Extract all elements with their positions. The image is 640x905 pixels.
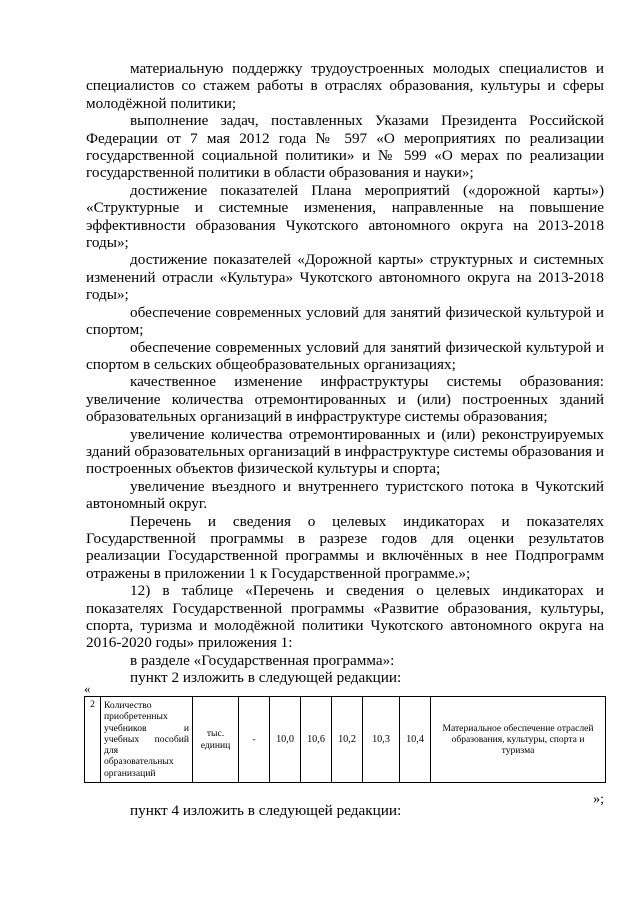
paragraph: качественное изменение инфраструктуры системы образования: увеличение количества отремонтированных и (или) построенных зданий образовательных организаций в инфраструктуре системы образования;: [86, 373, 604, 426]
year-value-cell: 10,0: [270, 697, 301, 783]
row-number: 2: [85, 697, 101, 783]
year-value-cell: 10,4: [400, 697, 431, 783]
paragraph: увеличение количества отремонтированных и (или) реконструируемых зданий образовательных организаций в инфраструктуре системы образования и построенных объектов физической культуры и спорта;: [86, 425, 604, 478]
paragraph: достижение показателей «Дорожной карты» структурных и системных изменений отрасли «Культура» Чукотского автономного округа на 2013-2018 годы»;: [86, 251, 604, 304]
paragraph: материальную поддержку трудоустроенных молодых специалистов и специалистов со стажем работы в отраслях образования, культуры и сферы молодёжной политики;: [86, 60, 604, 112]
paragraph: обеспечение современных условий для занятий физической культурой и спортом в сельских общеобразовательных организациях;: [86, 338, 604, 373]
point-line: пункт 2 изложить в следующей редакции:: [130, 669, 402, 687]
paragraph: Перечень и сведения о целевых индикаторах и показателях Государственной программы в разрезе годов для оценки результатов реализации Государственной программы и включённых в нее Подпрограмм отражены в приложении 1 к Государственной программе.»;: [86, 512, 604, 582]
indicator-table: [84, 696, 606, 783]
indicator-name: Количество приобретенных учебников и учебных пособий для образовательных организаций: [101, 697, 193, 783]
paragraph: 12) в таблице «Перечень и сведения о целевых индикаторах и показателях Государственной программы «Развитие образования, культуры, спорта, туризма и молодёжной политики Чукотского автономного округа на 2016-2020 годы» приложения 1:: [86, 582, 604, 652]
year-value-cell: 10,2: [332, 697, 363, 783]
paragraph: выполнение задач, поставленных Указами Президента Российской Федерации от 7 мая 2012 года № 597 «О мероприятиях по реализации государственной социальной политики» и № 599 «О мерах по реализации государственной политики в области образования и науки»;: [86, 112, 604, 182]
paragraph: увеличение въездного и внутреннего туристского потока в Чукотский автономный округ.: [86, 477, 604, 513]
year-value-cell: 10,6: [301, 697, 332, 783]
unit-cell: тыс. единиц: [193, 697, 239, 783]
result-cell: Материальное обеспечение отраслей образования, культуры, спорта и туризма: [431, 697, 606, 783]
opening-quote: «: [84, 681, 91, 696]
section-line: в разделе «Государственная программа»:: [130, 651, 395, 669]
closing-quote: »;: [593, 792, 604, 807]
paragraph: достижение показателей Плана мероприятий («дорожной карты») «Структурные и системные изменения, направленные на повышение эффективности образования Чукотского автономного округа на 2013-2018 годы»;: [86, 181, 604, 252]
year-value-cell: 10,3: [363, 697, 400, 783]
base-value-cell: -: [239, 697, 270, 783]
table-row: [85, 697, 606, 783]
document-body: [86, 60, 604, 687]
paragraph: обеспечение современных условий для занятий физической культурой и спортом;: [86, 303, 604, 339]
point-4-line: пункт 4 изложить в следующей редакции:: [130, 802, 402, 819]
